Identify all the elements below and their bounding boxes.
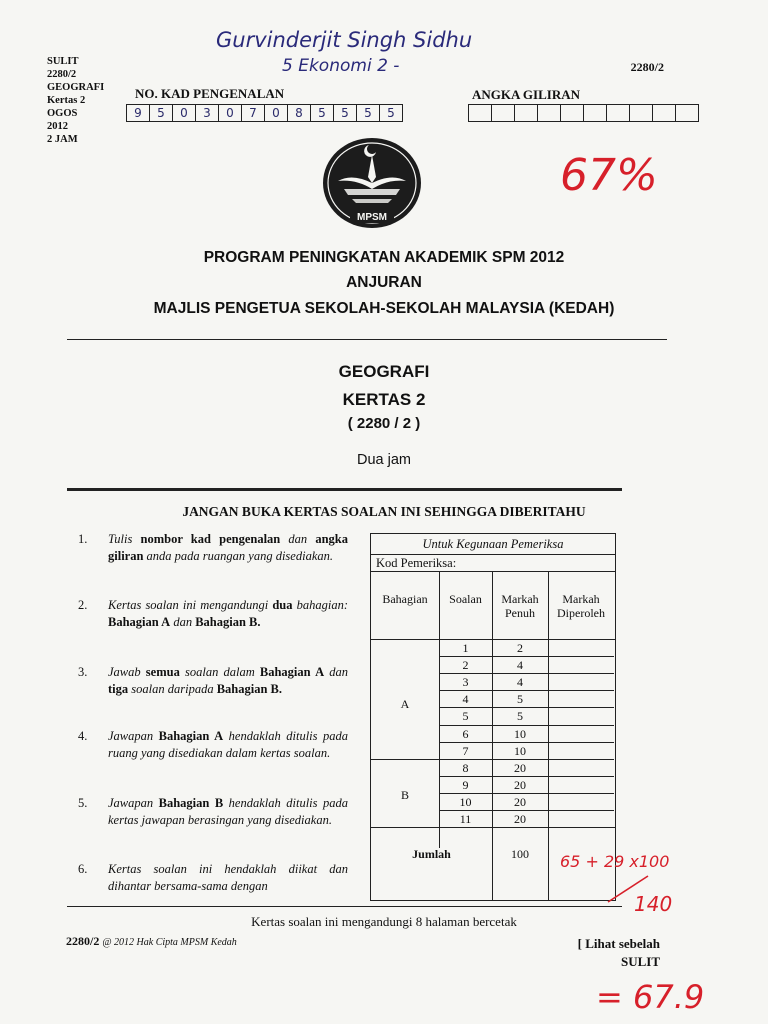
table-header: Bahagian	[382, 592, 428, 606]
table-row-line	[439, 776, 614, 777]
angka-giliran-box[interactable]	[537, 104, 561, 122]
instruction-text: Bahagian A	[259, 665, 325, 679]
kad-digit[interactable]: 0	[218, 104, 242, 122]
table-markah-diperoleh[interactable]	[548, 727, 614, 741]
corner-line: 2012	[47, 121, 68, 132]
instruction-text: Jawapan	[108, 729, 159, 743]
angka-giliran-box[interactable]	[514, 104, 538, 122]
handwritten-result: = 67.9	[596, 978, 705, 1016]
instruction-text: angka giliran	[108, 532, 349, 563]
table-row-line	[439, 742, 614, 743]
instruction-number: 3.	[78, 665, 88, 679]
instruction-number: 4.	[78, 729, 88, 743]
angka-giliran-box[interactable]	[606, 104, 630, 122]
sulit-bottom: SULIT	[620, 954, 660, 969]
corner-info	[47, 55, 104, 146]
table-soalan: 8	[462, 760, 469, 775]
instruction-text: soalan dalam	[179, 665, 260, 679]
total-value: 100	[511, 847, 529, 862]
table-soalan: 6	[462, 726, 469, 741]
table-header-line	[371, 639, 615, 640]
kad-digit-boxes[interactable]	[126, 104, 402, 122]
table-markah-penuh: 20	[514, 777, 526, 792]
corner-line: Kertas 2	[47, 95, 86, 106]
subject-code: ( 2280 / 2 )	[347, 415, 421, 432]
kad-digit[interactable]: 8	[287, 104, 311, 122]
total-label: Jumlah	[412, 847, 451, 862]
warning-text: JANGAN BUKA KERTAS SOALAN INI SEHINGGA DIBERITAHU	[182, 504, 586, 519]
instruction-text: Jawapan	[108, 796, 159, 810]
angka-giliran-box[interactable]	[629, 104, 653, 122]
section-a-label: A	[400, 697, 410, 712]
instruction-text: Kertas soalan ini hendaklah diikat dan dihantar bersama-sama dengan	[108, 862, 348, 893]
table-row-line	[439, 673, 614, 674]
angka-giliran-boxes[interactable]	[468, 104, 698, 122]
table-row-line	[439, 690, 614, 691]
handwritten-name: Gurvinderjit Singh Sidhu	[216, 28, 473, 52]
instruction-text: Bahagian A	[108, 614, 171, 629]
instruction-text: soalan daripada	[128, 681, 217, 696]
corner-line: GEOGRAFI	[47, 82, 105, 93]
angka-giliran-box[interactable]	[468, 104, 492, 122]
angka-giliran-box[interactable]	[560, 104, 584, 122]
subject-paper: KERTAS 2	[342, 390, 426, 409]
lihat-sebelah: [ Lihat sebelah	[577, 936, 660, 951]
examiner-title: Untuk Kegunaan Pemeriksa	[371, 534, 615, 555]
table-row-line	[439, 707, 614, 708]
handwritten-percent: 67%	[560, 150, 658, 201]
kad-digit[interactable]: 5	[149, 104, 173, 122]
footer-rule	[67, 906, 622, 907]
page-count: Kertas soalan ini mengandungi 8 halaman bercetak	[251, 914, 517, 929]
table-markah-penuh: 20	[514, 812, 526, 826]
table-total-line	[371, 827, 615, 828]
table-markah-diperoleh[interactable]	[548, 709, 614, 723]
table-markah-diperoleh[interactable]	[548, 744, 614, 758]
handwritten-calc-top: 65 + 29 x100	[560, 852, 670, 871]
instruction-text: hendaklah ditulis pada ruang yang disediakan dalam kertas soalan.	[108, 729, 348, 760]
corner-line: 2280/2	[47, 69, 77, 80]
kad-digit[interactable]: 9	[126, 104, 150, 122]
instruction-text: dan	[324, 665, 349, 679]
instruction-text: Jawab	[108, 665, 146, 679]
table-soalan: 9	[462, 777, 469, 792]
table-markah-diperoleh[interactable]	[548, 658, 614, 672]
angka-giliran-box[interactable]	[491, 104, 515, 122]
program-title: PROGRAM PENINGKATAN AKADEMIK SPM 2012	[203, 249, 565, 266]
table-soalan: 2	[462, 658, 469, 673]
table-row-line	[371, 759, 614, 760]
table-row-line	[439, 793, 614, 794]
instruction-text: Bahagian B.	[195, 614, 261, 629]
instruction-text: dua	[272, 598, 293, 612]
instruction-item	[78, 531, 348, 564]
footer-code: 2280/2	[66, 934, 100, 948]
instruction-text: hendaklah ditulis pada kertas jawapan berasingan yang disediakan.	[108, 796, 348, 827]
instruction-item	[78, 795, 348, 828]
table-header: Soalan	[449, 592, 482, 606]
table-markah-penuh: 10	[514, 726, 526, 741]
instruction-text: bahagian:	[292, 598, 348, 612]
divider-double	[67, 488, 622, 491]
divider	[67, 339, 667, 340]
table-markah-penuh: 5	[517, 692, 523, 707]
angka-giliran-box[interactable]	[652, 104, 676, 122]
handwritten-calc-bottom: 140	[634, 892, 673, 916]
logo-text: MPSM	[357, 212, 387, 223]
subject-duration: Dua jam	[357, 452, 411, 468]
table-markah-penuh: 4	[517, 658, 523, 673]
instruction-text: Bahagian B.	[216, 681, 283, 696]
instruction-number: 5.	[78, 796, 88, 810]
corner-line: OGOS	[47, 108, 78, 119]
table-markah-penuh: 5	[517, 709, 523, 724]
instruction-text: anda pada ruangan yang disediakan.	[143, 548, 333, 563]
angka-giliran-box[interactable]	[583, 104, 607, 122]
angka-giliran-label: ANGKA GILIRAN	[472, 87, 580, 102]
angka-giliran-box[interactable]	[675, 104, 699, 122]
instruction-item	[78, 861, 348, 894]
table-soalan: 3	[462, 675, 469, 690]
table-soalan: 10	[459, 794, 472, 809]
kad-digit[interactable]: 7	[241, 104, 265, 122]
kad-digit[interactable]: 5	[310, 104, 334, 122]
instruction-number: 6.	[78, 862, 88, 876]
instruction-item	[78, 597, 348, 630]
table-row-line	[439, 725, 614, 726]
instruction-text: Bahagian B	[158, 796, 224, 810]
instruction-text: Kertas soalan ini mengandungi	[108, 598, 273, 612]
corner-line: 2 JAM	[47, 134, 78, 145]
kad-digit[interactable]: 0	[264, 104, 288, 122]
table-markah-diperoleh[interactable]	[548, 778, 614, 792]
instruction-text: Bahagian A	[158, 729, 224, 743]
table-row-line	[439, 810, 614, 811]
table-row-line	[439, 656, 614, 657]
handwritten-class: 5 Ekonomi 2 -	[282, 56, 400, 76]
instruction-text: Tulis	[108, 532, 141, 546]
instruction-item	[78, 728, 348, 761]
mpsm-logo	[322, 137, 422, 229]
table-col-line	[548, 827, 549, 900]
corner-line: SULIT	[47, 56, 79, 67]
subject-name: GEOGRAFI	[338, 362, 430, 381]
table-markah-diperoleh[interactable]	[548, 812, 614, 826]
table-header: Markah Diperoleh	[557, 592, 605, 620]
table-soalan: 11	[459, 812, 472, 826]
instruction-number: 1.	[78, 532, 88, 546]
table-markah-diperoleh[interactable]	[548, 675, 614, 689]
examiner-kod[interactable]: Kod Pemeriksa:	[371, 554, 615, 572]
table-markah-penuh: 10	[514, 743, 526, 758]
table-markah-penuh: 2	[517, 641, 523, 655]
instruction-text: dan	[280, 532, 316, 546]
table-markah-diperoleh[interactable]	[548, 692, 614, 706]
section-b-label: B	[400, 787, 409, 802]
table-soalan: 1	[462, 641, 469, 655]
table-markah-penuh: 20	[514, 760, 526, 775]
table-col-line	[492, 827, 493, 900]
table-soalan: 7	[462, 743, 469, 758]
program-anjuran: ANJURAN	[346, 274, 422, 291]
examiner-table	[370, 533, 616, 901]
footer-copyright: @ 2012 Hak Cipta MPSM Kedah	[102, 937, 237, 948]
instruction-text: semua	[145, 665, 180, 679]
table-markah-penuh: 4	[517, 675, 523, 690]
kad-digit[interactable]: 5	[333, 104, 357, 122]
instruction-item	[78, 664, 348, 697]
instruction-number: 2.	[78, 598, 88, 612]
instruction-text: dan	[170, 614, 196, 629]
table-soalan: 4	[462, 692, 469, 707]
copyright	[66, 934, 237, 949]
table-markah-diperoleh[interactable]	[548, 795, 614, 809]
kad-label: NO. KAD PENGENALAN	[135, 86, 285, 101]
instruction-text: nombor kad pengenalan	[140, 532, 281, 546]
instruction-text: tiga	[108, 681, 129, 696]
turn-over	[578, 935, 660, 971]
kad-digit[interactable]: 5	[379, 104, 403, 122]
program-organizer: MAJLIS PENGETUA SEKOLAH-SEKOLAH MALAYSIA (KEDAH)	[153, 300, 615, 317]
table-markah-diperoleh[interactable]	[548, 641, 614, 655]
table-markah-diperoleh[interactable]	[548, 761, 614, 775]
kad-digit[interactable]: 0	[172, 104, 196, 122]
table-soalan: 5	[462, 709, 469, 724]
kad-digit[interactable]: 5	[356, 104, 380, 122]
kad-digit[interactable]: 3	[195, 104, 219, 122]
table-header: Markah Penuh	[501, 592, 539, 620]
paper-code-top-right: 2280/2	[630, 60, 664, 74]
table-markah-penuh: 20	[514, 794, 526, 809]
